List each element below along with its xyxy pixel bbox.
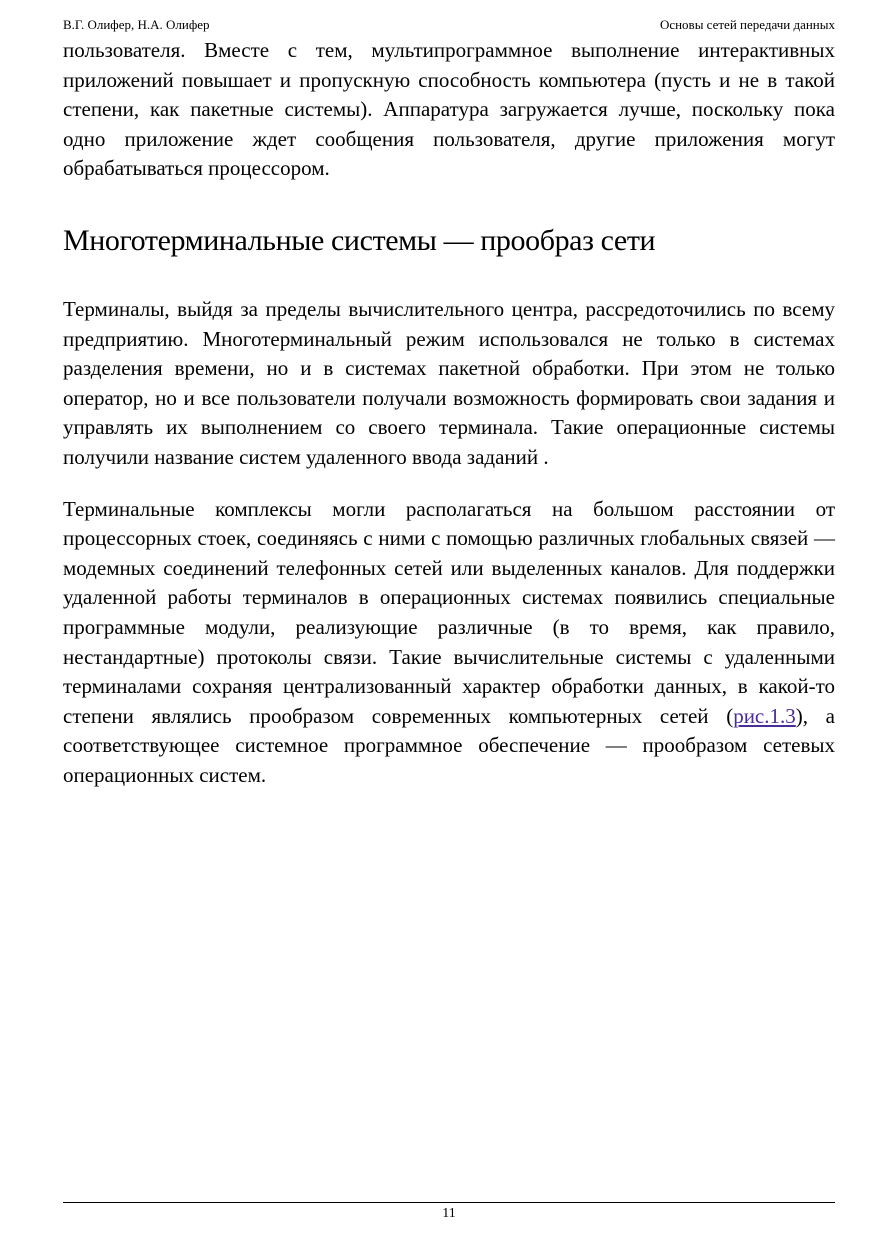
running-header xyxy=(63,15,835,35)
page-number: 11 xyxy=(442,1206,456,1221)
header-authors: В.Г. Олифер, Н.А. Олифер xyxy=(63,17,210,32)
paragraph-continued: пользователя. Вместе с тем, мультипрограммное выполнение интерактивных приложений повышает и пропускную способность компьютера (пусть и не в такой степени, как пакетные системы). Аппаратура загружается лучше, поскольку пока одно приложение ждет сообщения пользователя, другие приложения могут обрабатываться процессором. xyxy=(63,38,835,181)
paragraph-terminal-complexes xyxy=(63,495,835,791)
paragraph-terminals: Терминалы, выйдя за пределы вычислительного центра, рассредоточились по всему предприятию. Многотерминальный режим использовался не только в системах разделения времени, но и в системах пакетной обработки. При этом не только оператор, но и все пользователи получали возможность формировать свои задания и управлять их выполнением со своего терминала. Такие операционные системы получили название систем удаленного ввода заданий . xyxy=(63,296,835,469)
footer-divider xyxy=(63,1202,835,1203)
paragraph-text-end: ), а соответствующее системное программное обеспечение — прообразом сетевых операционных систем. xyxy=(63,703,835,787)
page-content xyxy=(63,36,835,790)
section-title: Многотерминальные системы — прообраз сети xyxy=(63,223,656,257)
header-book-title: Основы сетей передачи данных xyxy=(659,17,835,32)
paragraph-text-start: Терминальные комплексы могли располагаться на большом расстоянии от процессорных стоек, соединяясь с ними с помощью различных глобальных связей — модемных соединений телефонных сетей или выделенных каналов. Для поддержки удаленной работы терминалов в операционных системах появились специальные программные модули, реализующие различные (в то время, как правило, нестандартные) протоколы связи. Такие вычислительные системы с удаленными терминалами сохраняя централизованный характер обработки данных, в какой-то степени являлись прообразом современных компьютерных сетей ( xyxy=(63,496,835,728)
figure-link[interactable]: рис.1.3 xyxy=(733,703,796,728)
